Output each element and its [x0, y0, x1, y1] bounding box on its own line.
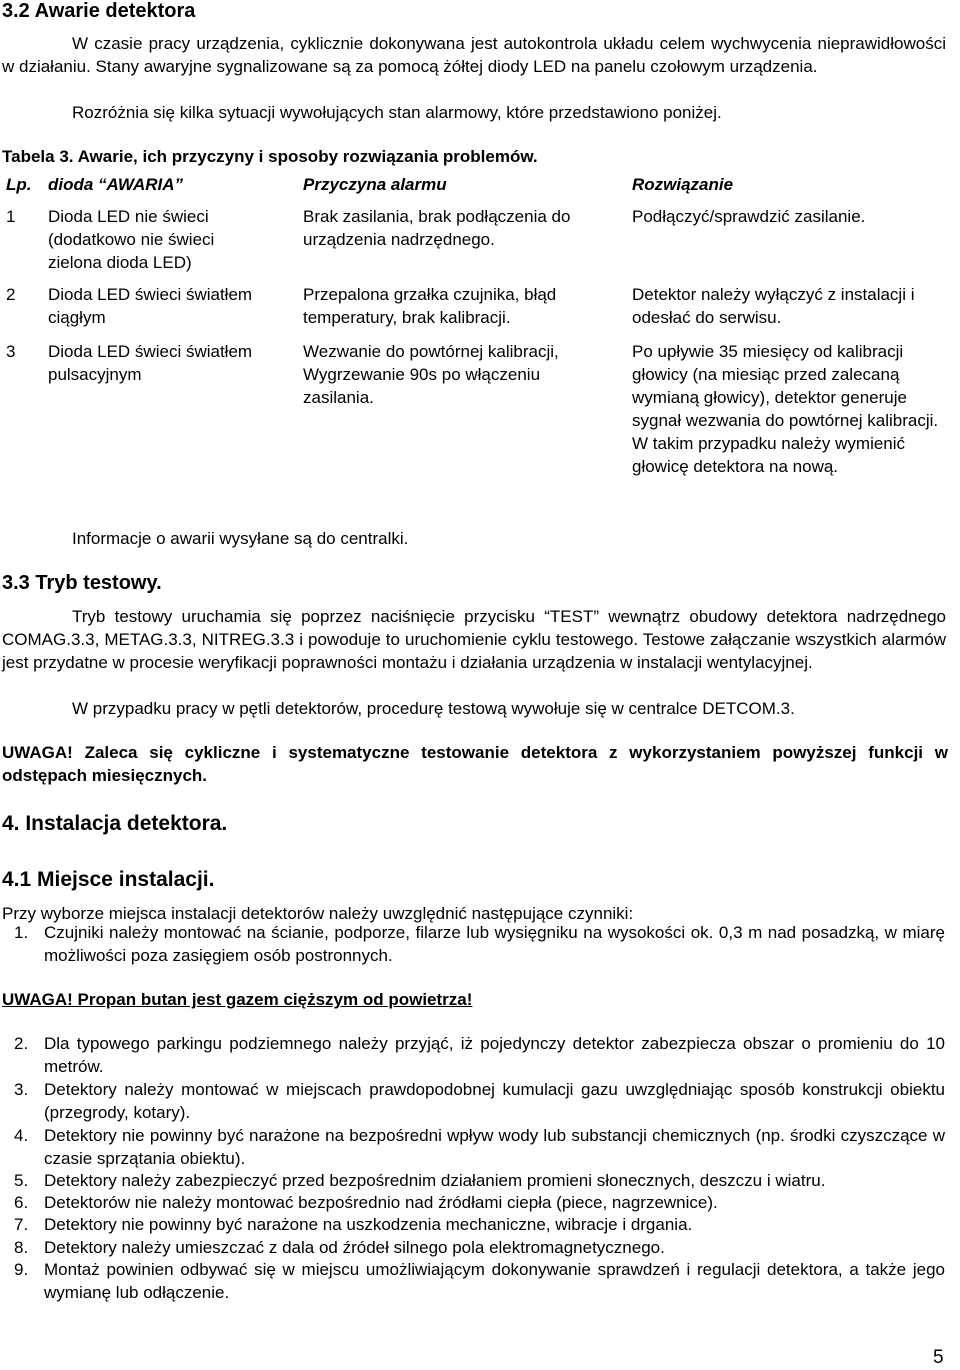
table-caption: Tabela 3. Awarie, ich przyczyny i sposoby rozwiązania problemów.	[2, 147, 538, 166]
table-cell-dioda: Dioda LED świeci światłem pulsacyjnym	[48, 342, 253, 384]
table-header-lp: Lp.	[6, 175, 32, 194]
table-note: Informacje o awarii wysyłane są do centralki.	[72, 529, 409, 548]
list-item-text: Detektory nie powinny być narażone na uszkodzenia mechaniczne, wibracje i drgania.	[44, 1215, 693, 1234]
list-item-text: Detektory należy zabezpieczyć przed bezpośrednim działaniem promieni słonecznych, deszczu i wiatru.	[44, 1171, 826, 1190]
table-cell-cause: Wezwanie do powtórnej kalibracji, Wygrzewanie 90s po włączeniu zasilania.	[303, 342, 559, 407]
list-item-number: 2.	[14, 1034, 29, 1053]
table-cell-cause: Brak zasilania, brak podłączenia do urządzenia nadrzędnego.	[303, 207, 571, 249]
table-cell-dioda: Dioda LED nie świeci (dodatkowo nie świeci zielona dioda LED)	[48, 207, 215, 272]
section-3-2-paragraph-2: Rozróżnia się kilka sytuacji wywołujących stan alarmowy, które przedstawiono poniżej.	[72, 103, 722, 122]
section-3-2-paragraph: W czasie pracy urządzenia, cyklicznie dokonywana jest autokontrola układu celem wychwycenia nieprawidłowości w działaniu. Stany awaryjne sygnalizowane są za pomocą żółtej diody LED na panelu czołowym urządzenia.	[2, 34, 946, 76]
table-cell-solution: Podłączyć/sprawdzić zasilanie.	[632, 207, 866, 226]
list-item-text: Detektory należy montować w miejscach prawdopodobnej kumulacji gazu uwzględniając sposób konstrukcji obiektu (przegrody, kotary).	[44, 1080, 945, 1122]
gas-warning: UWAGA! Propan butan jest gazem cięższym od powietrza!	[2, 990, 473, 1009]
list-item-text: Montaż powinien odbywać się w miejscu umożliwiającym dokonywanie sprawdzeń i regulacji detektora, a także jego wymianę lub odłączenie.	[44, 1260, 945, 1302]
list-item-text: Dla typowego parkingu podziemnego należy przyjąć, iż pojedynczy detektor zabezpiecza obszar o promieniu do 10 metrów.	[44, 1034, 945, 1076]
test-warning: UWAGA! Zaleca się cykliczne i systematyczne testowanie detektora z wykorzystaniem powyższej funkcji w odstępach miesięcznych.	[2, 743, 948, 785]
table-header-solution: Rozwiązanie	[632, 175, 734, 194]
table-cell-lp: 2	[6, 285, 16, 304]
table-header-cause: Przyczyna alarmu	[303, 175, 447, 194]
list-item	[0, 921, 945, 967]
list-item	[0, 1191, 945, 1214]
list-item	[0, 1258, 945, 1304]
list-item	[0, 1124, 945, 1170]
section-3-2-title: 3.2 Awarie detektora	[2, 0, 196, 22]
list-item-number: 6.	[14, 1193, 29, 1212]
section-3-3-paragraph-2: W przypadku pracy w pętli detektorów, procedurę testową wywołuje się w centralce DETCOM.3.	[72, 699, 795, 718]
list-item-text: Detektory należy umieszczać z dala od źródeł silnego pola elektromagnetycznego.	[44, 1238, 665, 1257]
list-item-number: 9.	[14, 1260, 29, 1279]
list-item-number: 3.	[14, 1080, 29, 1099]
table-cell-cause: Przepalona grzałka czujnika, błąd temperatury, brak kalibracji.	[303, 285, 557, 327]
list-item-number: 1.	[14, 923, 29, 942]
table-cell-solution: Po upływie 35 miesięcy od kalibracji głowicy (na miesiąc przed zalecaną wymianą głowicy), detektor generuje sygnał wezwania do powtórnej kalibracji. W takim przypadku należy wymienić głowicę detektora na nową.	[632, 342, 939, 476]
list-item	[0, 1032, 945, 1078]
list-item-text: Czujniki należy montować na ścianie, podporze, filarze lub wysięgniku na wysokości ok. 0,3 m nad posadzką, w miarę możliwości poza zasięgiem osób postronnych.	[44, 923, 945, 965]
list-item-text: Detektorów nie należy montować bezpośrednio nad źródłami ciepła (piece, nagrzewnice).	[44, 1193, 718, 1212]
list-item-text: Detektory nie powinny być narażone na bezpośredni wpływ wody lub substancji chemicznych (np. środki czyszczące w czasie sprzątania obiektu).	[44, 1126, 945, 1168]
section-4-1-intro: Przy wyborze miejsca instalacji detektorów należy uwzględnić następujące czynniki:	[2, 904, 634, 923]
table-cell-solution: Detektor należy wyłączyć z instalacji i odesłać do serwisu.	[632, 285, 915, 327]
list-item-number: 8.	[14, 1238, 29, 1257]
list-item	[0, 1169, 945, 1192]
section-3-3-title: 3.3 Tryb testowy.	[2, 572, 162, 594]
fault-table	[0, 170, 960, 500]
table-cell-lp: 1	[6, 207, 16, 226]
table-header-dioda: dioda “AWARIA”	[48, 175, 184, 194]
page-number: 5	[933, 1347, 944, 1368]
section-4-title: 4. Instalacja detektora.	[2, 812, 228, 835]
list-item	[0, 1078, 945, 1124]
table-cell-dioda: Dioda LED świeci światłem ciągłym	[48, 285, 253, 327]
list-item-number: 7.	[14, 1215, 29, 1234]
list-item	[0, 1236, 945, 1259]
section-3-3-paragraph: Tryb testowy uruchamia się poprzez naciśnięcie przycisku “TEST” wewnątrz obudowy detektora nadrzędnego COMAG.3.3, METAG.3.3, NITREG.3.3 i powoduje to uruchomienie cyklu testowego. Testowe załączanie wszystkich alarmów jest przydatne w procesie weryfikacji poprawności montażu i działania urządzenia w instalacji wentylacyjnej.	[2, 607, 946, 672]
list-item-number: 4.	[14, 1126, 29, 1145]
table-cell-lp: 3	[6, 342, 16, 361]
list-item	[0, 1213, 945, 1236]
list-item-number: 5.	[14, 1171, 29, 1190]
section-4-1-title: 4.1 Miejsce instalacji.	[2, 868, 215, 891]
